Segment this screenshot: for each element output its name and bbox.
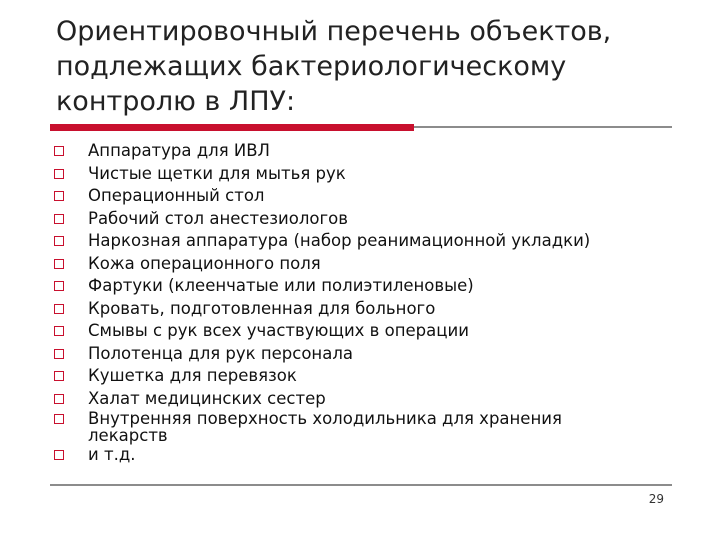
list-item [54,275,674,298]
hollow-square-icon [54,450,64,460]
hollow-square-icon [54,281,64,291]
hollow-square-icon [54,414,64,424]
list-item-text: Фартуки (клеенчатые или полиэтиленовые) [88,276,474,295]
hollow-square-icon [54,259,64,269]
list-item [54,320,674,343]
list-item-text: Аппаратура для ИВЛ [88,141,270,160]
list-item [54,444,674,467]
list-item [54,388,674,411]
list-item-text: Рабочий стол анестезиологов [88,208,348,228]
list-item-text: Чистые щетки для мытья рук [88,163,346,183]
list-item-text: Кровать, подготовленная для больного [88,298,436,318]
list-item-text: Внутренняя поверхность холодильника для хранения лекарств [88,409,562,445]
hollow-square-icon [54,236,64,246]
list-item [54,230,674,253]
slide-title: Ориентировочный перечень объектов, подлежащих бактериологическому контролю в ЛПУ: [56,16,612,117]
list-item [54,208,674,231]
title-divider-gray [414,126,672,128]
list-item [54,140,674,163]
list-item-text: Кожа операционного поля [88,253,321,273]
list-item-text: Наркозная аппаратура (набор реанимационной укладки) [88,231,591,250]
hollow-square-icon [54,214,64,224]
list-item-text: Операционный стол [88,186,265,205]
list-item [54,185,674,208]
list-item-text: Полотенца для рук персонала [88,343,353,363]
hollow-square-icon [54,349,64,359]
title-divider-accent [50,124,414,131]
footer-divider [50,484,672,486]
hollow-square-icon [54,394,64,404]
list-item [54,365,674,388]
page-number: 29 [648,492,664,506]
hollow-square-icon [54,169,64,179]
hollow-square-icon [54,371,64,381]
list-item [54,298,674,321]
hollow-square-icon [54,304,64,314]
hollow-square-icon [54,146,64,156]
hollow-square-icon [54,326,64,336]
list-item-text: Халат медицинских сестер [88,388,326,408]
list-item-text: Смывы с рук всех участвующих в операции [88,321,469,340]
object-list [54,140,674,467]
hollow-square-icon [54,191,64,201]
list-item-text: и т.д. [88,445,136,464]
list-item [54,410,674,444]
list-item [54,253,674,276]
list-item-text: Кушетка для перевязок [88,366,297,385]
list-item [54,163,674,186]
list-item [54,343,674,366]
